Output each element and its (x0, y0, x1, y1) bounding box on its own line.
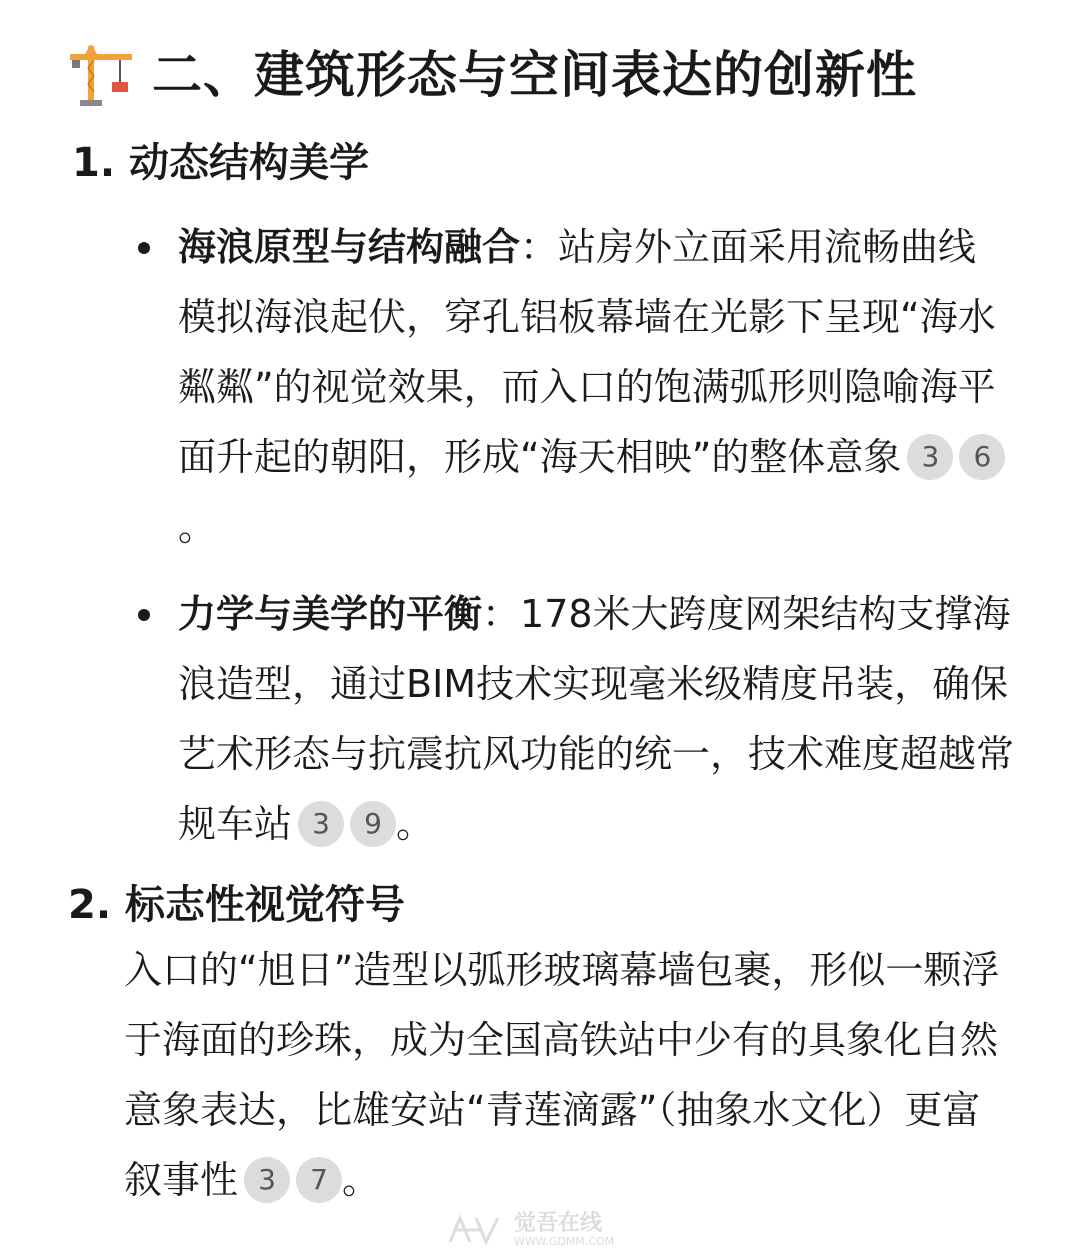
watermark-url: WWW.GDMM.COM (514, 1235, 615, 1248)
bullet-body: ：站房外立面采用流畅曲线模拟海浪起伏，穿孔铝板幕墙在光影下呈现“海水粼粼”的视觉效果，而入口的饱满弧形则隐喻海平面升起的朝阳，形成“海天相映”的整体意象 (178, 225, 996, 479)
paragraph-body: 入口的“旭日”造型以弧形玻璃幕墙包裹，形似一颗浮于海面的珍珠，成为全国高铁站中少有的具象化自然意象表达，比雄安站“青莲滴露”（抽象水文化）更富叙事性 (124, 948, 1000, 1202)
bullet-term: 海浪原型与结构融合 (178, 225, 521, 269)
bullet-item (178, 579, 1014, 859)
bullet-dot (138, 609, 150, 621)
heading-title: 二、建筑形态与空间表达的创新性 (152, 46, 917, 104)
construction-crane-icon (68, 42, 134, 108)
subsection-title-1 (72, 137, 369, 189)
bullet-body: ：178米大跨度网架结构支撑海浪造型，通过BIM技术实现毫米级精度吊装，确保艺术形态与抗震抗风功能的统一，技术难度超越常规车站 (178, 592, 1015, 846)
subsection-title-text: 动态结构美学 (129, 140, 370, 186)
bullet-term: 力学与美学的平衡 (178, 592, 483, 636)
citation-badge[interactable]: 3 (244, 1157, 290, 1203)
citation-badge[interactable]: 6 (959, 434, 1005, 480)
watermark-text (514, 1212, 614, 1248)
watermark-logo-icon (446, 1212, 506, 1248)
bullet-end: 。 (396, 802, 435, 846)
subsection-number: 1. (72, 140, 116, 186)
section-heading (68, 40, 917, 110)
bullet-end: 。 (178, 505, 217, 549)
bullet-item (178, 212, 1014, 562)
citation-badge[interactable]: 3 (298, 801, 344, 847)
citation-badge[interactable]: 9 (350, 801, 396, 847)
subsection-title-2 (68, 879, 405, 931)
subsection-number: 2. (68, 882, 112, 928)
citation-badge[interactable]: 3 (907, 434, 953, 480)
section-paragraph (124, 935, 1014, 1215)
citation-badge[interactable]: 7 (296, 1157, 342, 1203)
watermark (446, 1212, 614, 1248)
bullet-dot (138, 242, 150, 254)
paragraph-end: 。 (342, 1158, 381, 1202)
subsection-title-text: 标志性视觉符号 (125, 882, 406, 928)
watermark-title: 觉吾在线 (514, 1211, 603, 1236)
